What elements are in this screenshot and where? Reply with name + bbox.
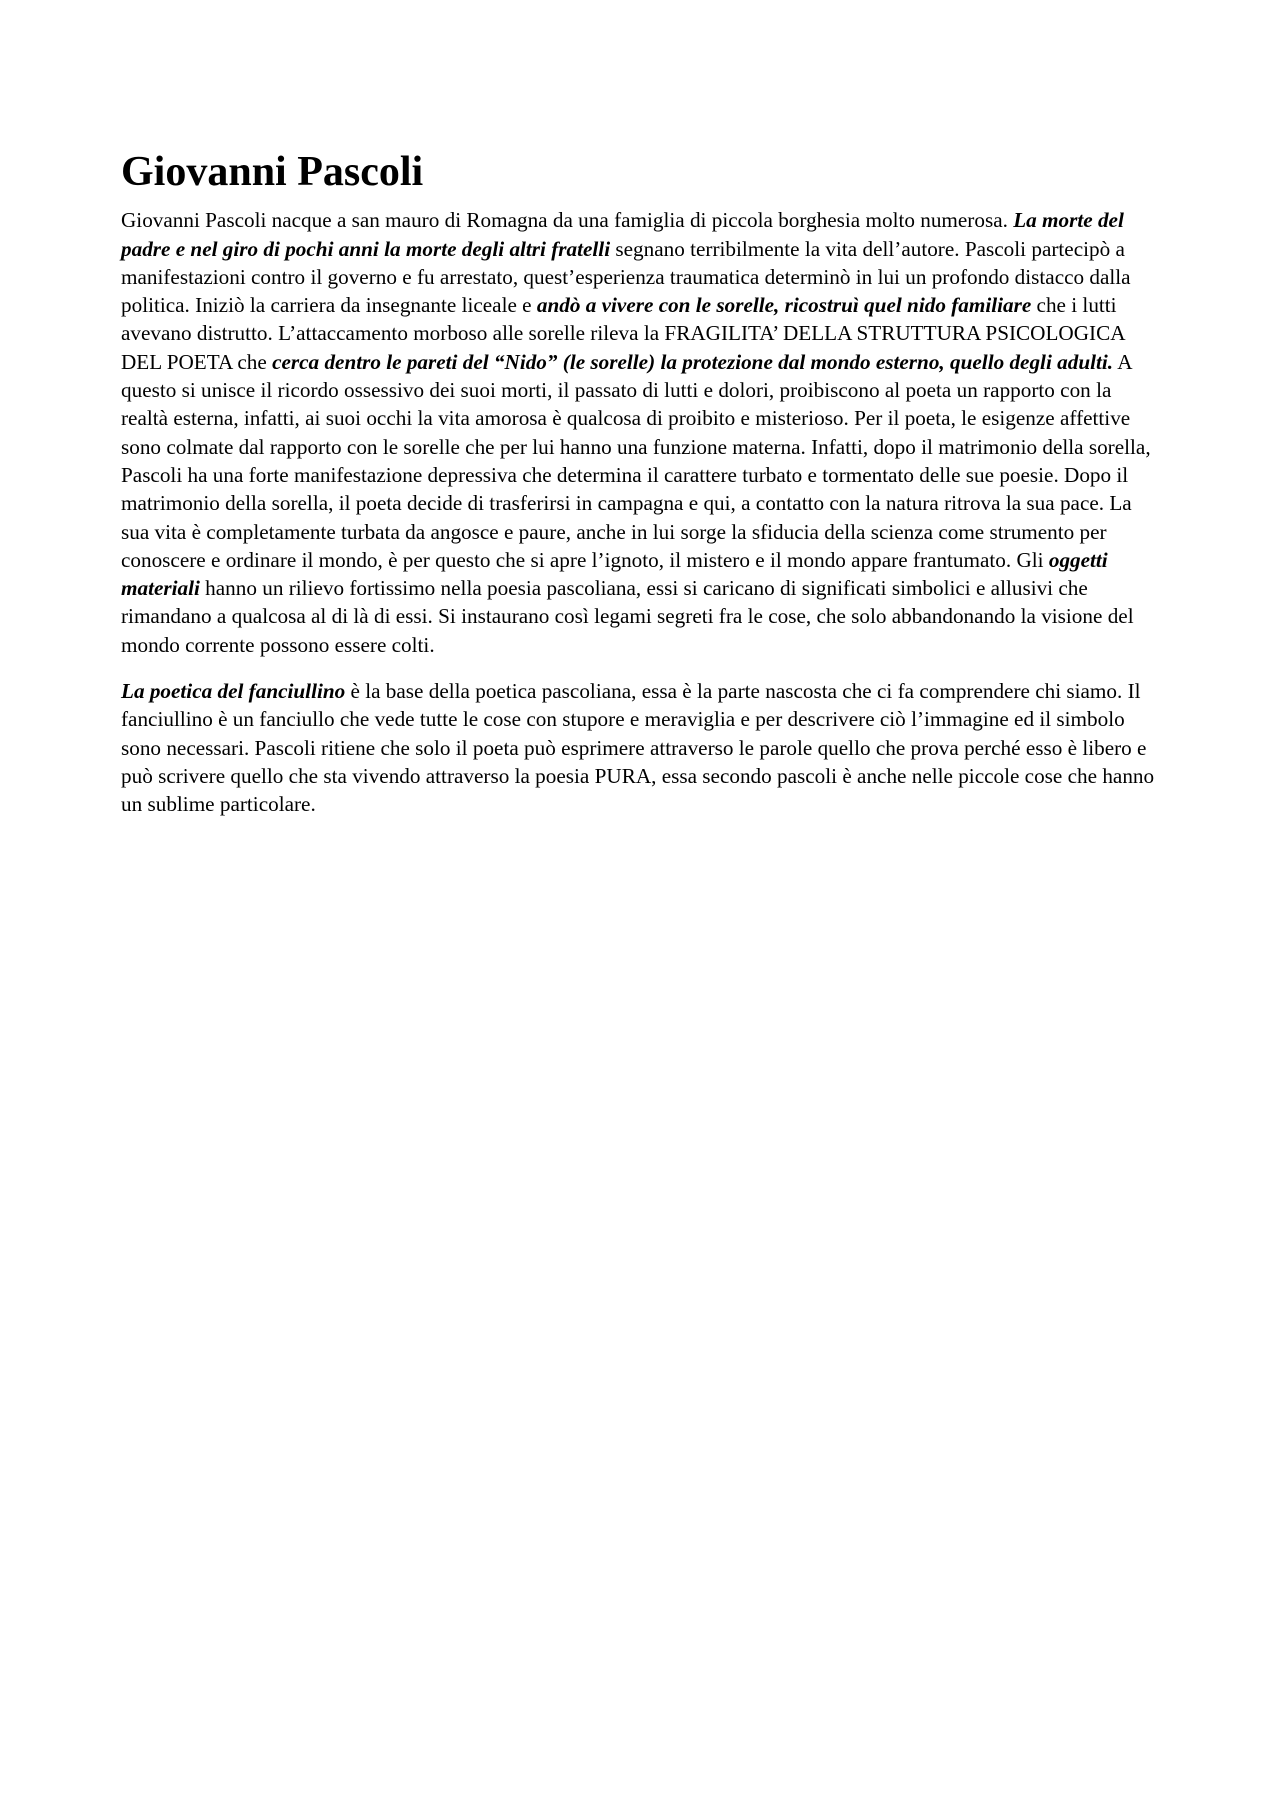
document-title: Giovanni Pascoli xyxy=(121,149,424,195)
emphasized-text-run: La poetica del fanciullino xyxy=(121,679,346,704)
emphasized-text-run: andò a vivere con le sorelle, ricostruì quel nido familiare xyxy=(536,293,1032,318)
paragraph-biography xyxy=(121,206,1163,659)
document-page xyxy=(121,148,1163,837)
text-run: segnano terribilmente la vita dell’autore. Pascoli partecipò a manifestazioni contro il governo e fu arrestato, quest’esperienza traumatica determinò in lui un profondo distacco dalla politica. Iniziò la carriera da insegnante liceale e xyxy=(121,236,1131,318)
text-run: che i lutti avevano distrutto. L’attaccamento morboso alle sorelle rileva la FRAGILITA’ DELLA STRUTTURA PSICOLOGICA DEL POETA che xyxy=(121,293,1125,374)
text-run: hanno un rilievo fortissimo nella poesia pascoliana, essi si caricano di significati simbolici e allusivi che rimandano a qualcosa al di là di essi. Si instaurano così legami segreti fra le cose, che solo abbandonando la visione del mondo corrente possono essere colti. xyxy=(121,576,1134,657)
emphasized-text-run: cerca dentro le pareti del “Nido” (le sorelle) la protezione dal mondo esterno, quello degli adulti. xyxy=(272,349,1114,374)
text-run: Giovanni Pascoli nacque a san mauro di Romagna da una famiglia di piccola borghesia molto numerosa. xyxy=(121,208,1014,233)
text-run: è la base della poetica pascoliana, essa è la parte nascosta che ci fa comprendere chi siamo. Il fanciullino è un fanciullo che vede tutte le cose con stupore e meraviglia e per descrivere ciò l’immagine ed il simbolo sono necessari. Pascoli ritiene che solo il poeta può esprimere attraverso le parole quello che prova perché esso è libero e può scrivere quello che sta vivendo attraverso la poesia PURA, essa secondo pascoli è anche nelle piccole cose che hanno un sublime particolare. xyxy=(121,679,1155,817)
paragraph-fanciullino xyxy=(121,677,1163,818)
emphasized-text-run: La morte del padre e nel giro di pochi anni la morte degli altri fratelli xyxy=(121,208,1124,261)
text-run: A questo si unisce il ricordo ossessivo dei suoi morti, il passato di lutti e dolori, proibiscono al poeta un rapporto con la realtà esterna, infatti, ai suoi occhi la vita amorosa è qualcosa di proibito e misterioso. Per il poeta, le esigenze affettive sono colmate dal rapporto con le sorelle che per lui hanno una funzione materna. Infatti, dopo il matrimonio della sorella, Pascoli ha una forte manifestazione depressiva che determina il carattere turbato e tormentato delle sue poesie. Dopo il matrimonio della sorella, il poeta decide di trasferirsi in campagna e qui, a contatto con la natura ritrova la sua pace. La sua vita è completamente turbata da angosce e paure, anche in lui sorge la sfiducia della scienza come strumento per conoscere e ordinare il mondo, è per questo che si apre l’ignoto, il mistero e il mondo appare frantumato. Gli xyxy=(121,349,1151,572)
emphasized-text-run: oggetti materiali xyxy=(121,547,1108,601)
